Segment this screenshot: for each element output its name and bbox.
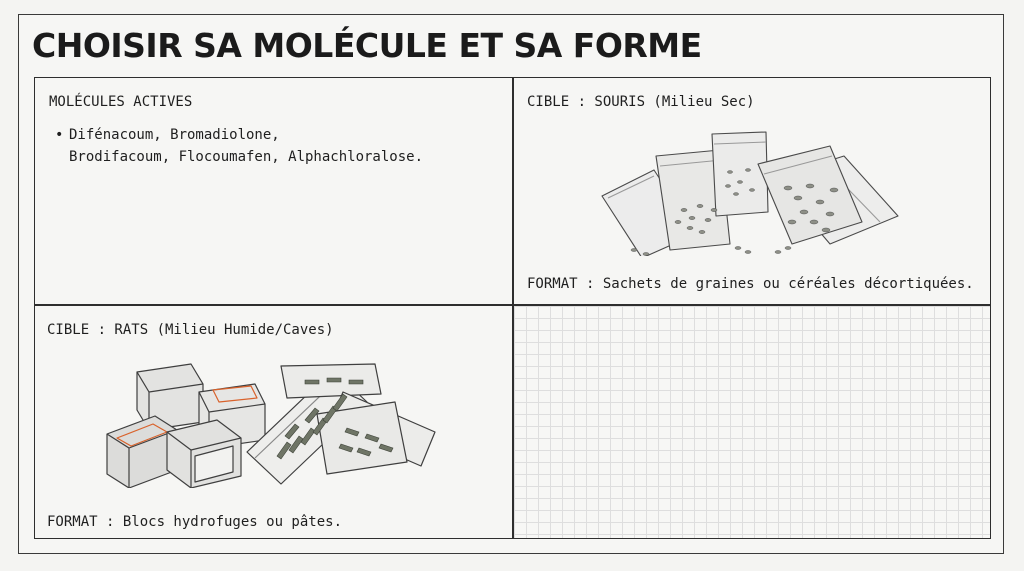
- rats-heading: CIBLE : RATS (Milieu Humide/Caves): [47, 322, 334, 338]
- molecules-list: [55, 124, 435, 168]
- molecules-list-item: • Difénacoum, Bromadiolone, Brodifacoum, Flocoumafen, Alphachloralose.: [55, 124, 435, 168]
- graph-paper-area: [514, 306, 990, 538]
- rats-format: FORMAT : Blocs hydrofuges ou pâtes.: [47, 514, 343, 530]
- content-grid: [34, 77, 991, 539]
- molecules-panel: [35, 78, 512, 304]
- souris-format: FORMAT : Sachets de graines ou céréales décortiquées.: [527, 276, 974, 292]
- souris-heading: CIBLE : SOURIS (Milieu Sec): [527, 94, 755, 110]
- seed-sachets-illustration: [598, 126, 918, 256]
- molecules-heading: MOLÉCULES ACTIVES: [49, 94, 193, 110]
- rats-panel: [35, 306, 512, 538]
- souris-panel: [514, 78, 990, 304]
- bait-blocks-and-paste-sachets-illustration: [105, 358, 455, 488]
- page-title: CHOISIR SA MOLÉCULE ET SA FORME: [32, 26, 702, 65]
